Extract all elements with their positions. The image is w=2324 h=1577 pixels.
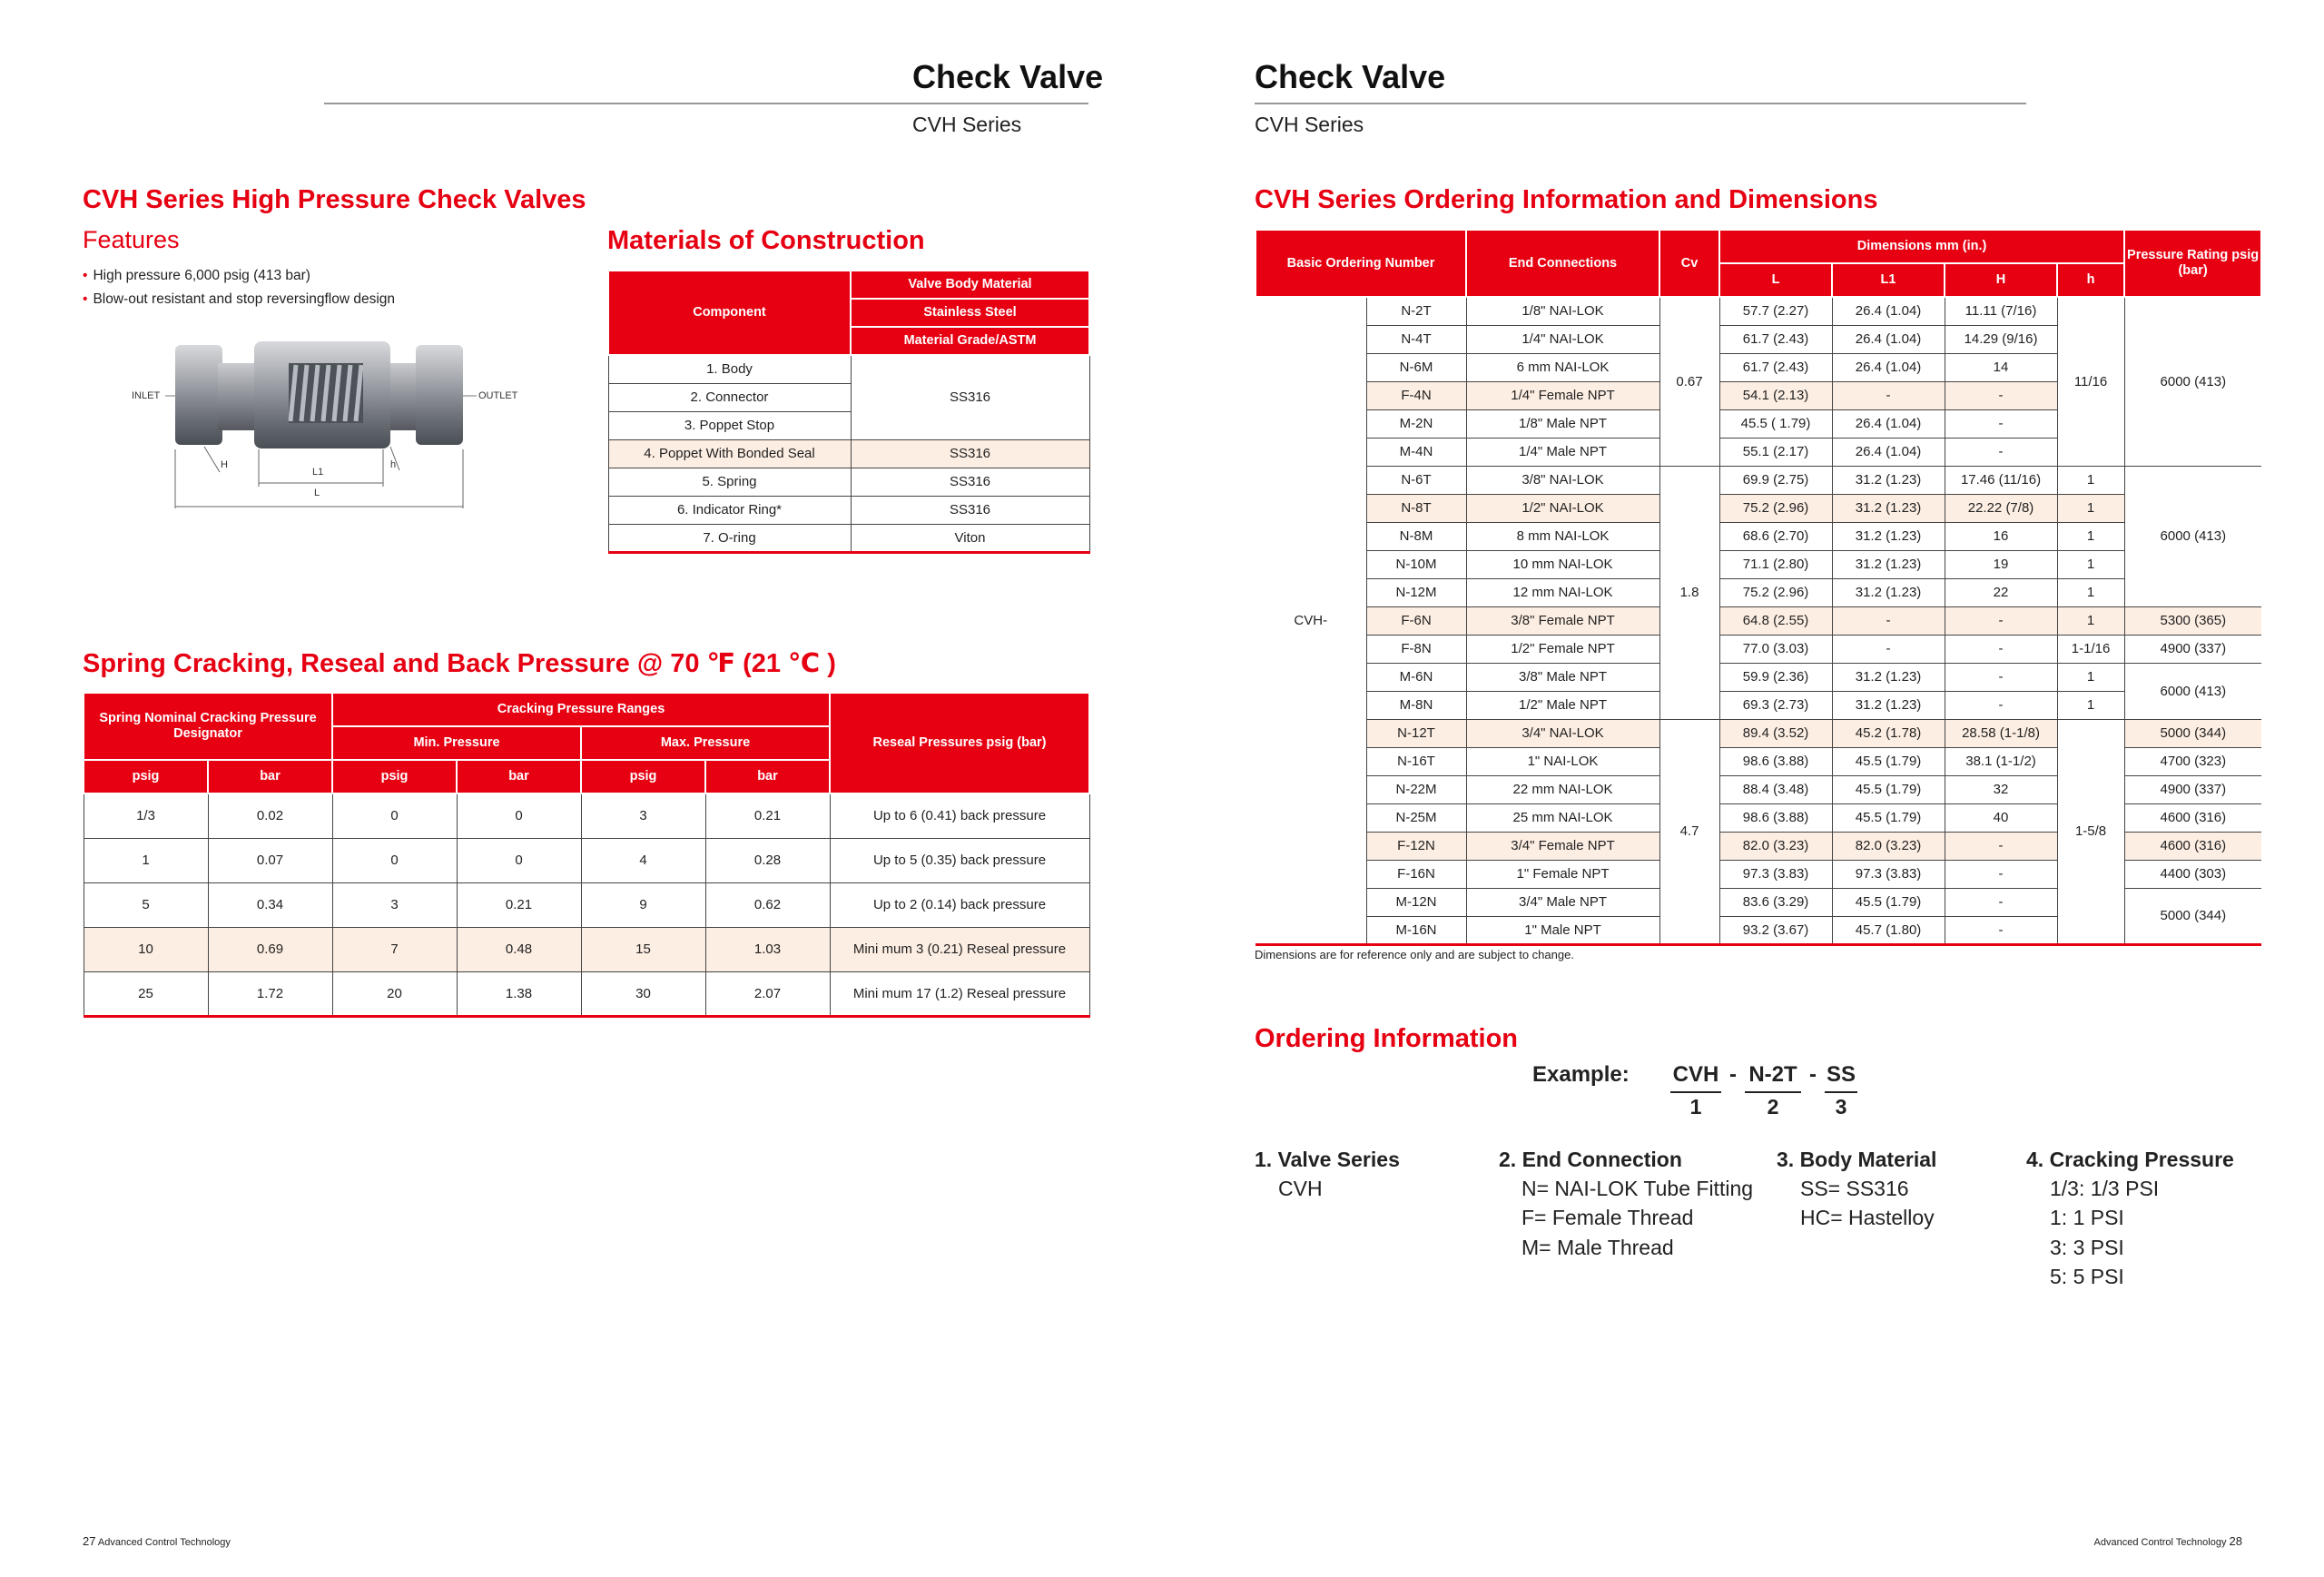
materials-table (607, 270, 1090, 554)
order-code-cell: M-16N (1366, 916, 1466, 944)
dim-L-cell: 98.6 (3.88) (1719, 803, 1832, 832)
left-footer-company: Advanced Control Technology (97, 1537, 231, 1548)
dim-L1-cell: 31.2 (1.23) (1832, 578, 1945, 606)
dims-row (1256, 522, 2261, 550)
end-connection-cell: 3/8" NAI-LOK (1466, 466, 1659, 494)
dim-h-cell: 1 (2057, 578, 2124, 606)
dim-H-cell: 16 (1945, 522, 2057, 550)
pressure-rating-cell: 6000 (413) (2124, 663, 2261, 719)
order-code-cell: M-2N (1366, 409, 1466, 438)
ordering-info-title: Ordering Information (1255, 1024, 1518, 1053)
dim-L1-cell: 97.3 (3.83) (1832, 860, 1945, 888)
dim-L-cell: 54.1 (2.13) (1719, 381, 1832, 409)
spring-header-max: Max. Pressure (581, 726, 830, 760)
dim-L-cell: 83.6 (3.29) (1719, 888, 1832, 916)
dim-H-cell: - (1945, 409, 2057, 438)
right-page-subtitle: CVH Series (1255, 113, 1364, 136)
dim-H-cell: - (1945, 663, 2057, 691)
diagram-outlet-label: OUTLET (478, 390, 518, 401)
materials-value: Viton (851, 524, 1089, 552)
dim-L-cell: 45.5 ( 1.79) (1719, 409, 1832, 438)
dim-L-cell: 61.7 (2.43) (1719, 353, 1832, 381)
dim-h-cell: 11/16 (2057, 297, 2124, 466)
order-code-cell: N-6T (1366, 466, 1466, 494)
pressure-rating-cell: 5300 (365) (2124, 606, 2261, 635)
end-connection-cell: 1" NAI-LOK (1466, 747, 1659, 775)
cell: 0 (457, 793, 581, 838)
cell: 0 (332, 793, 457, 838)
feature-item: • High pressure 6,000 psig (413 bar) (83, 264, 395, 288)
dim-L1-cell: 31.2 (1.23) (1832, 466, 1945, 494)
dim-H-cell: 14.29 (9/16) (1945, 325, 2057, 353)
dim-L1-cell: - (1832, 606, 1945, 635)
header-h: h (2057, 263, 2124, 297)
ordering-dimensions-title: CVH Series Ordering Information and Dimensions (1255, 185, 1878, 214)
order-code-cell: N-8T (1366, 494, 1466, 522)
dim-H-cell: 14 (1945, 353, 2057, 381)
cell: 10 (84, 927, 208, 971)
dim-L1-cell: 31.2 (1.23) (1832, 691, 1945, 719)
order-code-cell: F-12N (1366, 832, 1466, 860)
order-code-cell: N-6M (1366, 353, 1466, 381)
order-code-cell: N-22M (1366, 775, 1466, 803)
order-code-cell: N-10M (1366, 550, 1466, 578)
end-connection-cell: 1/4" Male NPT (1466, 438, 1659, 466)
dim-h-cell: 1 (2057, 691, 2124, 719)
ordering-dimensions-table (1255, 229, 2262, 946)
left-page-subtitle: CVH Series (912, 113, 1022, 136)
cell: 1.38 (457, 971, 581, 1016)
cell: Mini mum 3 (0.21) Reseal pressure (830, 927, 1089, 971)
ordering-col-item: N= NAI-LOK Tube Fitting (1521, 1177, 1754, 1200)
dim-L-cell: 75.2 (2.96) (1719, 494, 1832, 522)
pressure-rating-cell: 5000 (344) (2124, 719, 2261, 747)
diagram-L-label: L (314, 488, 320, 498)
dim-h-cell: 1 (2057, 494, 2124, 522)
dim-L-cell: 69.9 (2.75) (1719, 466, 1832, 494)
spring-header-ranges: Cracking Pressure Ranges (332, 693, 830, 726)
example-label: Example: (1532, 1062, 1630, 1087)
dim-L-cell: 68.6 (2.70) (1719, 522, 1832, 550)
pressure-rating-cell: 4600 (316) (2124, 803, 2261, 832)
materials-value: SS316 (851, 355, 1089, 439)
dim-H-cell: - (1945, 606, 2057, 635)
dims-row (1256, 466, 2261, 494)
ordering-col-item: F= Female Thread (1521, 1206, 1694, 1229)
ordering-col-item: 5: 5 PSI (2050, 1265, 2124, 1288)
end-connection-cell: 22 mm NAI-LOK (1466, 775, 1659, 803)
dim-L-cell: 71.1 (2.80) (1719, 550, 1832, 578)
right-footer (2094, 1534, 2242, 1548)
cell: Mini mum 17 (1.2) Reseal pressure (830, 971, 1089, 1016)
dim-L1-cell: 26.4 (1.04) (1832, 353, 1945, 381)
cell: 0.34 (208, 882, 332, 927)
end-connection-cell: 1/8" Male NPT (1466, 409, 1659, 438)
dim-h-cell: 1 (2057, 522, 2124, 550)
dim-H-cell: - (1945, 916, 2057, 944)
right-page-title: Check Valve (1255, 58, 1446, 95)
pressure-rating-cell: 5000 (344) (2124, 888, 2261, 944)
spring-table (83, 692, 1090, 1018)
left-page-title: Check Valve (912, 58, 1104, 95)
dim-h-cell: 1 (2057, 663, 2124, 691)
pressure-rating-cell: 4700 (323) (2124, 747, 2261, 775)
cv-cell: 4.7 (1659, 719, 1719, 944)
end-connection-cell: 1/4" NAI-LOK (1466, 325, 1659, 353)
cell: 3 (332, 882, 457, 927)
materials-header-body: Valve Body Material (851, 271, 1089, 299)
cell: 1 (84, 838, 208, 882)
left-footer (83, 1534, 231, 1548)
cell: 20 (332, 971, 457, 1016)
order-code-cell: F-16N (1366, 860, 1466, 888)
dim-L-cell: 82.0 (3.23) (1719, 832, 1832, 860)
dim-L1-cell: 26.4 (1.04) (1832, 438, 1945, 466)
spring-header-min: Min. Pressure (332, 726, 581, 760)
check-valve-diagram (127, 327, 527, 508)
cell: 0.21 (457, 882, 581, 927)
end-connection-cell: 1/4" Female NPT (1466, 381, 1659, 409)
materials-header-grade: Material Grade/ASTM (851, 327, 1089, 355)
dim-H-cell: - (1945, 691, 2057, 719)
ordering-col-item: 1: 1 PSI (2050, 1206, 2124, 1229)
cell: 0.62 (705, 882, 830, 927)
dim-H-cell: 17.46 (11/16) (1945, 466, 2057, 494)
example-separator: - (1809, 1062, 1817, 1087)
order-code-cell: F-8N (1366, 635, 1466, 663)
dim-h-cell: 1-5/8 (2057, 719, 2124, 944)
end-connection-cell: 1/8" NAI-LOK (1466, 297, 1659, 325)
order-code-cell: N-12T (1366, 719, 1466, 747)
cell: 2.07 (705, 971, 830, 1016)
dim-L-cell: 89.4 (3.52) (1719, 719, 1832, 747)
dim-L1-cell: - (1832, 381, 1945, 409)
dim-L-cell: 93.2 (3.67) (1719, 916, 1832, 944)
left-header-rule (324, 103, 1088, 104)
header-H: H (1945, 263, 2057, 297)
cell: 15 (581, 927, 705, 971)
ordering-col-item: M= Male Thread (1521, 1236, 1674, 1259)
spring-row (84, 838, 1089, 882)
dim-L1-cell: 45.5 (1.79) (1832, 803, 1945, 832)
cell: 0.21 (705, 793, 830, 838)
spring-header-designator: Spring Nominal Cracking Pressure Designator (84, 693, 332, 760)
cell: 0.28 (705, 838, 830, 882)
spring-header-psig: psig (332, 760, 457, 793)
example-part-connection: N-2T (1748, 1062, 1797, 1087)
dim-H-cell: - (1945, 635, 2057, 663)
cell: 0.07 (208, 838, 332, 882)
example-underline (1670, 1091, 1721, 1093)
materials-header-component: Component (608, 271, 851, 355)
end-connection-cell: 6 mm NAI-LOK (1466, 353, 1659, 381)
order-code-cell: F-4N (1366, 381, 1466, 409)
materials-component: 5. Spring (608, 468, 851, 496)
materials-component: 1. Body (608, 355, 851, 383)
spring-row (84, 971, 1089, 1016)
dims-row (1256, 297, 2261, 325)
order-code-cell: N-2T (1366, 297, 1466, 325)
spring-header-reseal: Reseal Pressures psig (bar) (830, 693, 1089, 793)
spring-header-psig: psig (581, 760, 705, 793)
dim-L-cell: 75.2 (2.96) (1719, 578, 1832, 606)
pressure-rating-cell: 4900 (337) (2124, 775, 2261, 803)
features-section-title: CVH Series High Pressure Check Valves (83, 185, 586, 214)
features-subtitle: Features (83, 226, 180, 253)
cell: 5 (84, 882, 208, 927)
cell: Up to 6 (0.41) back pressure (830, 793, 1089, 838)
order-code-cell: N-25M (1366, 803, 1466, 832)
header-L: L (1719, 263, 1832, 297)
dim-L-cell: 55.1 (2.17) (1719, 438, 1832, 466)
example-underline (1825, 1091, 1857, 1093)
order-code-cell: N-8M (1366, 522, 1466, 550)
dim-H-cell: 40 (1945, 803, 2057, 832)
right-footer-company: Advanced Control Technology (2093, 1537, 2227, 1548)
example-separator: - (1729, 1062, 1737, 1087)
materials-header-stainless: Stainless Steel (851, 299, 1089, 327)
dim-H-cell: 38.1 (1-1/2) (1945, 747, 2057, 775)
order-code-cell: N-12M (1366, 578, 1466, 606)
header-basic-ordering: Basic Ordering Number (1256, 230, 1466, 297)
dim-H-cell: 22.22 (7/8) (1945, 494, 2057, 522)
pressure-rating-cell: 6000 (413) (2124, 297, 2261, 466)
dim-H-cell: 28.58 (1-1/8) (1945, 719, 2057, 747)
cell: 0.02 (208, 793, 332, 838)
cell: Up to 5 (0.35) back pressure (830, 838, 1089, 882)
dim-L-cell: 69.3 (2.73) (1719, 691, 1832, 719)
ordering-col-item: HC= Hastelloy (1800, 1206, 1935, 1229)
header-cv: Cv (1659, 230, 1719, 297)
ordering-col-item: CVH (1278, 1177, 1323, 1200)
example-part-material: SS (1826, 1062, 1856, 1087)
dim-H-cell: - (1945, 832, 2057, 860)
pressure-rating-cell: 4600 (316) (2124, 832, 2261, 860)
cell: 25 (84, 971, 208, 1016)
left-page-number: 27 (83, 1534, 96, 1548)
dim-L1-cell: 26.4 (1.04) (1832, 325, 1945, 353)
cell: 0 (332, 838, 457, 882)
dim-L1-cell: 31.2 (1.23) (1832, 663, 1945, 691)
dim-L-cell: 59.9 (2.36) (1719, 663, 1832, 691)
dim-H-cell: 11.11 (7/16) (1945, 297, 2057, 325)
dimensions-note: Dimensions are for reference only and are subject to change. (1255, 948, 1574, 961)
dims-row (1256, 550, 2261, 578)
cell: 7 (332, 927, 457, 971)
dim-L1-cell: - (1832, 635, 1945, 663)
ordering-col-heading: 4. Cracking Pressure (2026, 1148, 2234, 1171)
cell: 9 (581, 882, 705, 927)
dim-L1-cell: 45.7 (1.80) (1832, 916, 1945, 944)
end-connection-cell: 3/8" Male NPT (1466, 663, 1659, 691)
cell: 0 (457, 838, 581, 882)
dims-row (1256, 719, 2261, 747)
diagram-H-label: H (221, 459, 228, 470)
end-connection-cell: 3/4" NAI-LOK (1466, 719, 1659, 747)
dim-L1-cell: 31.2 (1.23) (1832, 494, 1945, 522)
pressure-rating-cell: 4400 (303) (2124, 860, 2261, 888)
dim-h-cell: 1 (2057, 606, 2124, 635)
example-number: 2 (1767, 1095, 1779, 1119)
cell: 0.48 (457, 927, 581, 971)
dim-L-cell: 64.8 (2.55) (1719, 606, 1832, 635)
end-connection-cell: 3/4" Male NPT (1466, 888, 1659, 916)
materials-component: 6. Indicator Ring* (608, 496, 851, 524)
spring-header-psig: psig (84, 760, 208, 793)
ordering-col-item: 3: 3 PSI (2050, 1236, 2124, 1259)
dim-L1-cell: 31.2 (1.23) (1832, 522, 1945, 550)
diagram-inlet-label: INLET (132, 390, 161, 401)
dim-L1-cell: 26.4 (1.04) (1832, 297, 1945, 325)
dims-row (1256, 578, 2261, 606)
header-end-connections: End Connections (1466, 230, 1659, 297)
dim-h-cell: 1-1/16 (2057, 635, 2124, 663)
end-connection-cell: 1/2" NAI-LOK (1466, 494, 1659, 522)
example-underline (1745, 1091, 1801, 1093)
order-code-cell: M-12N (1366, 888, 1466, 916)
spring-row (84, 927, 1089, 971)
cv-cell: 0.67 (1659, 297, 1719, 466)
diagram-h-label: h (390, 459, 397, 470)
end-connection-cell: 1/2" Male NPT (1466, 691, 1659, 719)
ordering-col-item: 1/3: 1/3 PSI (2050, 1177, 2160, 1200)
order-code-cell: N-16T (1366, 747, 1466, 775)
dim-H-cell: - (1945, 381, 2057, 409)
example-number: 1 (1689, 1095, 1702, 1119)
end-connection-cell: 1" Male NPT (1466, 916, 1659, 944)
dims-row (1256, 606, 2261, 635)
features-list (83, 264, 395, 311)
dim-h-cell: 1 (2057, 550, 2124, 578)
pressure-rating-cell: 6000 (413) (2124, 466, 2261, 606)
dim-L-cell: 57.7 (2.27) (1719, 297, 1832, 325)
dim-L-cell: 88.4 (3.48) (1719, 775, 1832, 803)
materials-component: 2. Connector (608, 383, 851, 411)
header-dimensions: Dimensions mm (in.) (1719, 230, 2124, 263)
dim-H-cell: - (1945, 888, 2057, 916)
spring-table-title: Spring Cracking, Reseal and Back Pressure @ 70 ℉ (21 ℃ ) (83, 649, 836, 678)
dim-L1-cell: 26.4 (1.04) (1832, 409, 1945, 438)
header-pressure-rating: Pressure Rating psig (bar) (2124, 230, 2261, 297)
materials-value: SS316 (851, 468, 1089, 496)
end-connection-cell: 25 mm NAI-LOK (1466, 803, 1659, 832)
feature-item: • Blow-out resistant and stop reversingflow design (83, 288, 395, 311)
spring-row (84, 882, 1089, 927)
order-code-cell: M-8N (1366, 691, 1466, 719)
cell: 4 (581, 838, 705, 882)
end-connection-cell: 3/4" Female NPT (1466, 832, 1659, 860)
ordering-col-item: SS= SS316 (1800, 1177, 1909, 1200)
example-part-series: CVH (1672, 1062, 1719, 1087)
dim-L-cell: 61.7 (2.43) (1719, 325, 1832, 353)
cell: 30 (581, 971, 705, 1016)
dim-L1-cell: 45.2 (1.78) (1832, 719, 1945, 747)
right-header-rule (1255, 103, 2026, 104)
dim-H-cell: 32 (1945, 775, 2057, 803)
spring-header-bar: bar (705, 760, 830, 793)
cell: 1/3 (84, 793, 208, 838)
end-connection-cell: 3/8" Female NPT (1466, 606, 1659, 635)
spring-row (84, 793, 1089, 838)
end-connection-cell: 1" Female NPT (1466, 860, 1659, 888)
end-connection-cell: 8 mm NAI-LOK (1466, 522, 1659, 550)
order-code-cell: M-6N (1366, 663, 1466, 691)
header-L1: L1 (1832, 263, 1945, 297)
materials-component: 7. O-ring (608, 524, 851, 552)
materials-value: SS316 (851, 439, 1089, 468)
right-page-number: 28 (2229, 1534, 2242, 1548)
dim-L1-cell: 45.5 (1.79) (1832, 775, 1945, 803)
example-number: 3 (1835, 1095, 1847, 1119)
dim-L-cell: 97.3 (3.83) (1719, 860, 1832, 888)
diagram-L1-label: L1 (312, 467, 324, 478)
dim-L1-cell: 45.5 (1.79) (1832, 888, 1945, 916)
dim-H-cell: - (1945, 860, 2057, 888)
cell: 3 (581, 793, 705, 838)
cell: 1.72 (208, 971, 332, 1016)
dim-H-cell: 19 (1945, 550, 2057, 578)
materials-title: Materials of Construction (607, 226, 925, 255)
cell: 0.69 (208, 927, 332, 971)
materials-component: 4. Poppet With Bonded Seal (608, 439, 851, 468)
dim-L1-cell: 45.5 (1.79) (1832, 747, 1945, 775)
ordering-col-heading: 1. Valve Series (1255, 1148, 1400, 1171)
ordering-prefix-cell: CVH- (1256, 297, 1366, 944)
order-code-cell: F-6N (1366, 606, 1466, 635)
end-connection-cell: 10 mm NAI-LOK (1466, 550, 1659, 578)
dims-row (1256, 691, 2261, 719)
end-connection-cell: 12 mm NAI-LOK (1466, 578, 1659, 606)
dim-L1-cell: 82.0 (3.23) (1832, 832, 1945, 860)
dim-H-cell: 22 (1945, 578, 2057, 606)
dims-row (1256, 494, 2261, 522)
spring-header-bar: bar (457, 760, 581, 793)
dim-H-cell: - (1945, 438, 2057, 466)
dims-body (1256, 297, 2261, 944)
cell: 1.03 (705, 927, 830, 971)
dim-L1-cell: 31.2 (1.23) (1832, 550, 1945, 578)
dim-L-cell: 77.0 (3.03) (1719, 635, 1832, 663)
pressure-rating-cell: 4900 (337) (2124, 635, 2261, 663)
dims-row (1256, 635, 2261, 663)
end-connection-cell: 1/2" Female NPT (1466, 635, 1659, 663)
ordering-col-heading: 3. Body Material (1777, 1148, 1937, 1171)
cell: Up to 2 (0.14) back pressure (830, 882, 1089, 927)
order-code-cell: N-4T (1366, 325, 1466, 353)
order-code-cell: M-4N (1366, 438, 1466, 466)
ordering-col-heading: 2. End Connection (1499, 1148, 1682, 1171)
dims-row (1256, 663, 2261, 691)
cv-cell: 1.8 (1659, 466, 1719, 719)
materials-component: 3. Poppet Stop (608, 411, 851, 439)
materials-value: SS316 (851, 496, 1089, 524)
spring-header-bar: bar (208, 760, 332, 793)
dim-L-cell: 98.6 (3.88) (1719, 747, 1832, 775)
dim-h-cell: 1 (2057, 466, 2124, 494)
